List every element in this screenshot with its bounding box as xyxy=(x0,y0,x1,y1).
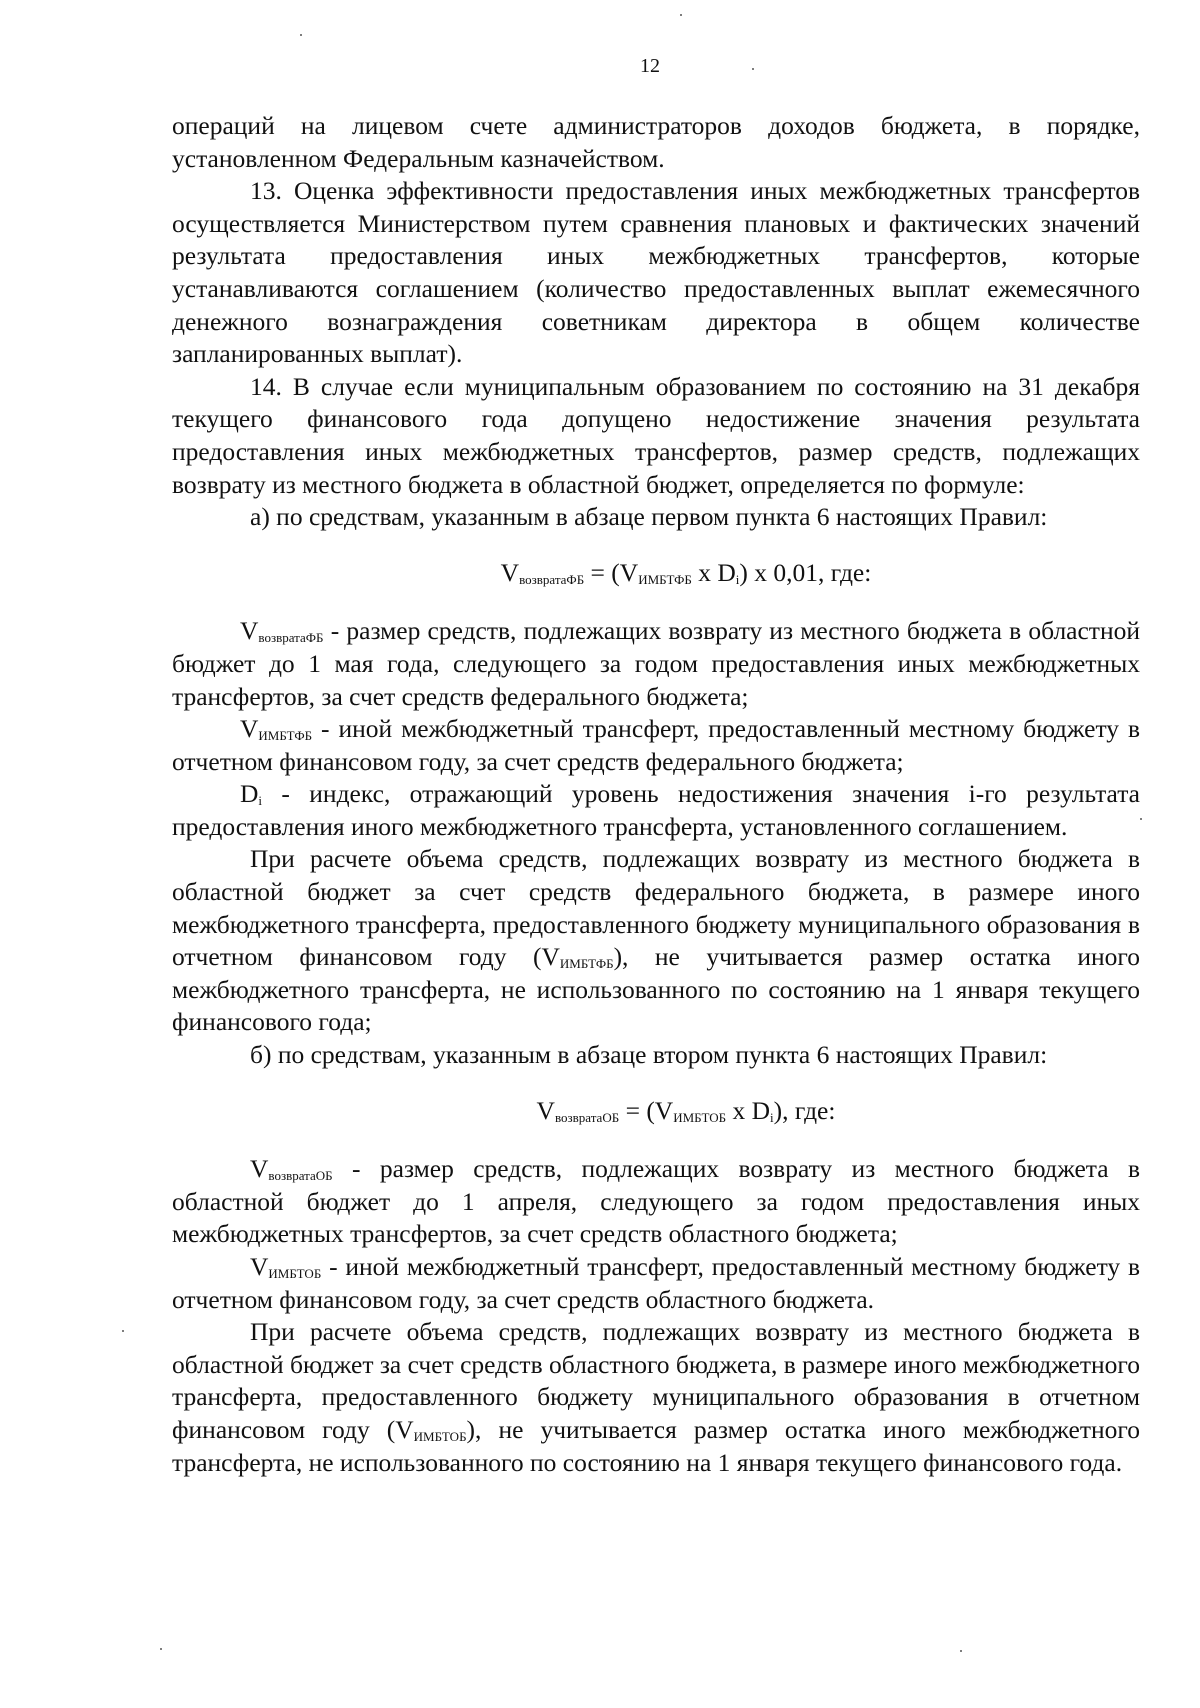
subparagraph-a: а) по средствам, указанным в абзаце первом пункта 6 настоящих Правил: xyxy=(250,502,1048,532)
definition-text: - иной межбюджетный трансферт, предоставленный местному бюджету в отчетном финансовом году, за счет средств федерального бюджета; xyxy=(172,714,1140,776)
scan-speck xyxy=(680,14,682,16)
formula-regional xyxy=(172,1095,1140,1128)
formula-federal-lhs: V xyxy=(500,557,520,587)
formula-federal-d-sub: i xyxy=(735,571,740,587)
formula-regional-mid: x D xyxy=(726,1095,771,1125)
scan-speck xyxy=(300,34,302,36)
formula-regional-d-sub: i xyxy=(770,1109,774,1125)
note-text: При расчете объема средств, подлежащих возврату из местного бюджета в областной бюджет за счет средств областного бюджета, в размере иного межбюджетного трансферта, предоставленного бюджету муниципального образования в отчетном финансовом году (V xyxy=(172,1317,1140,1444)
paragraph-regional-note xyxy=(172,1316,1140,1479)
formula-federal-mid: x D xyxy=(691,557,736,587)
formula-regional-rhs-sub: ИМБТОБ xyxy=(673,1109,727,1125)
formula-regional-eq: = (V xyxy=(619,1095,674,1125)
scan-speck xyxy=(752,68,754,70)
paragraph-continuation: операций на лицевом счете администраторов доходов бюджета, в порядке, установленном Федеральным казначейством. xyxy=(172,111,1140,173)
paragraph-13: 13. Оценка эффективности предоставления иных межбюджетных трансфертов осуществляется Министерством путем сравнения плановых и фактических значений результата предоставления иных межбюджетных трансфертов, которые устанавливаются соглашением (количество предоставленных выплат ежемесячного денежного вознаграждения советникам директора в общем количестве запланированных выплат). xyxy=(172,176,1140,369)
note-text: При расчете объема средств, подлежащих возврату из местного бюджета в областной бюджет за счет средств федерального бюджета, в размере иного межбюджетного трансферта, предоставленного бюджету муниципального образования в отчетном финансовом году (V xyxy=(172,844,1140,972)
definition-v-imbt-ob xyxy=(172,1251,1140,1316)
definition-symbol-sub: возвратаФБ xyxy=(258,630,324,646)
definition-v-imbt-fb xyxy=(172,713,1140,778)
note-sub: ИМБТФБ xyxy=(559,956,614,972)
paragraph-14: 14. В случае если муниципальным образованием по состоянию на 31 декабря текущего финансового года допущено недостижение значения результата предоставления иных межбюджетных трансфертов, размер средств, подлежащих возврату из местного бюджета в областной бюджет, определяется по формуле: xyxy=(172,371,1140,499)
definition-symbol: V xyxy=(250,1154,269,1184)
formula-federal-lhs-sub: возвратаФБ xyxy=(519,571,585,587)
page-number: 12 xyxy=(640,55,660,77)
note-sub: ИМБТОБ xyxy=(413,1428,467,1444)
paragraph-federal-note xyxy=(172,843,1140,1039)
note-tail: ), не учитывается размер остатка иного межбюджетного трансферта, не использованного по состоянию на 1 января текущего финансового года. xyxy=(172,1414,1140,1477)
definition-d-i xyxy=(172,778,1140,843)
definition-text: - размер средств, подлежащих возврату из местного бюджета в областной бюджет до 1 мая года, следующего за годом предоставления иных межбюджетных трансфертов, за счет средств федерального бюджета; xyxy=(172,616,1140,711)
definition-text: - индекс, отражающий уровень недостижения значения i-го результата предоставления иного межбюджетного трансферта, установленного соглашением. xyxy=(172,779,1140,841)
definition-symbol-sub: i xyxy=(258,793,263,809)
scan-speck xyxy=(1140,818,1142,820)
scan-speck xyxy=(122,1330,124,1332)
definition-symbol: V xyxy=(240,616,259,646)
scan-speck xyxy=(960,1650,962,1652)
note-tail: ), не учитывается размер остатка иного межбюджетного трансферта, не использованного по состоянию на 1 января текущего финансового года; xyxy=(172,942,1140,1037)
scan-speck xyxy=(160,1648,162,1650)
definition-v-vozvrata-fb xyxy=(172,615,1140,713)
definition-symbol: V xyxy=(250,1252,269,1281)
definition-symbol: D xyxy=(240,779,259,809)
formula-regional-tail: ), где: xyxy=(773,1095,836,1125)
formula-regional-lhs: V xyxy=(536,1095,555,1125)
formula-federal xyxy=(172,557,1140,590)
definition-symbol-sub: ИМБТОБ xyxy=(268,1266,322,1281)
definition-v-vozvrata-ob xyxy=(172,1153,1140,1251)
formula-federal-rhs-sub: ИМБТФБ xyxy=(638,571,692,587)
subparagraph-b: б) по средствам, указанным в абзаце втором пункта 6 настоящих Правил: xyxy=(250,1040,1048,1070)
formula-regional-lhs-sub: возвратаОБ xyxy=(554,1109,620,1125)
document-body xyxy=(172,110,1140,1479)
definition-text: - размер средств, подлежащих возврату из местного бюджета в областной бюджет до 1 апреля, следующего за годом предоставления иных межбюджетных трансфертов, за счет средств областного бюджета; xyxy=(172,1154,1140,1249)
formula-federal-tail: ) x 0,01, где: xyxy=(739,557,872,587)
definition-symbol-sub: ИМБТФБ xyxy=(258,728,313,744)
formula-federal-eq: = (V xyxy=(584,557,639,587)
definition-symbol-sub: возвратаОБ xyxy=(268,1168,333,1184)
definition-symbol: V xyxy=(240,714,259,744)
definition-text: - иной межбюджетный трансферт, предоставленный местному бюджету в отчетном финансовом году, за счет средств областного бюджета. xyxy=(172,1252,1140,1314)
